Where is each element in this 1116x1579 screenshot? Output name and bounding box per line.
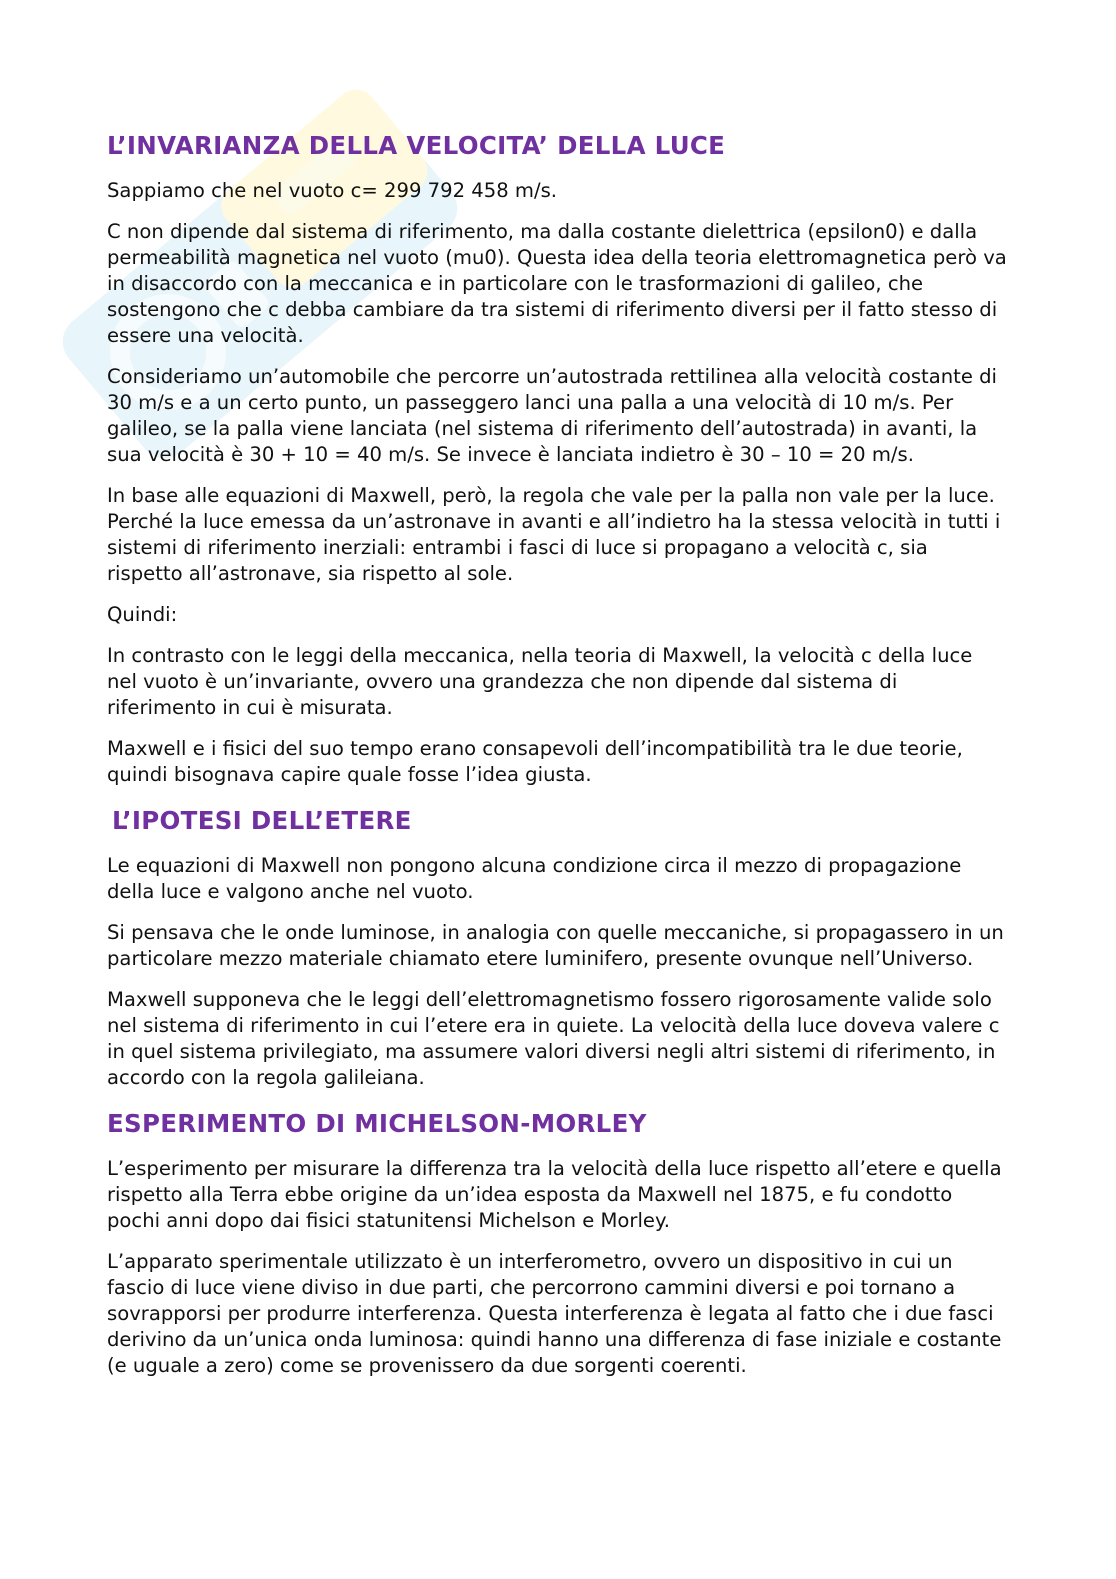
- paragraph: Quindi:: [107, 603, 178, 626]
- section-heading-invarianza: L’INVARIANZA DELLA VELOCITA’ DELLA LUCE: [107, 131, 726, 160]
- paragraph: Si pensava che le onde luminose, in analogia con quelle meccaniche, si propagassero in un particolare mezzo materiale chiamato etere luminifero, presente ovunque nell’Universo.: [107, 921, 1004, 970]
- paragraph: L’esperimento per misurare la differenza tra la velocità della luce rispetto all’etere e quella rispetto alla Terra ebbe origine da un’idea esposta da Maxwell nel 1875, e fu condotto pochi anni dopo dai fisici statunitensi Michelson e Morley.: [107, 1157, 1002, 1232]
- paragraph: In contrasto con le leggi della meccanica, nella teoria di Maxwell, la velocità c della luce nel vuoto è un’invariante, ovvero una grandezza che non dipende dal sistema di riferimento in cui è misurata.: [107, 644, 973, 719]
- paragraph: Consideriamo un’automobile che percorre un’autostrada rettilinea alla velocità costante di 30 m/s e a un certo punto, un passeggero lanci una palla a una velocità di 10 m/s. Per galileo, se la palla viene lanciata (nel sistema di riferimento dell’autostrada) in avanti, la sua velocità è 30 + 10 = 40 m/s. Se invece è lanciata indietro è 30 – 10 = 20 m/s.: [107, 365, 997, 466]
- paragraph: C non dipende dal sistema di riferimento, ma dalla costante dielettrica (epsilon0) e dalla permeabilità magnetica nel vuoto (mu0). Questa idea della teoria elettromagnetica però va in disaccordo con la meccanica e in particolare con le trasformazioni di galileo, che sostengono che c debba cambiare da tra sistemi di riferimento diversi per il fatto stesso di essere una velocità.: [107, 220, 1007, 347]
- paragraph: Maxwell e i fisici del suo tempo erano consapevoli dell’incompatibilità tra le due teorie, quindi bisognava capire quale fosse l’idea giusta.: [107, 737, 963, 786]
- paragraph: L’apparato sperimentale utilizzato è un interferometro, ovvero un dispositivo in cui un fascio di luce viene diviso in due parti, che percorrono cammini diversi e poi tornano a sovrapporsi per produrre interferenza. Questa interferenza è legata al fatto che i due fasci derivino da un’unica onda luminosa: quindi hanno una differenza di fase iniziale e costante (e uguale a zero) come se provenissero da due sorgenti coerenti.: [107, 1250, 1002, 1377]
- paragraph: Sappiamo che nel vuoto c= 299 792 458 m/s.: [107, 179, 558, 202]
- paragraph: In base alle equazioni di Maxwell, però, la regola che vale per la palla non vale per la luce. Perché la luce emessa da un’astronave in avanti e all’indietro ha la stessa velocità in tutti i sistemi di riferimento inerziali: entrambi i fasci di luce si propagano a velocità c, sia rispetto all’astronave, sia rispetto al sole.: [107, 484, 1001, 585]
- document-page: [107, 128, 1007, 1394]
- section-heading-michelson-morley: ESPERIMENTO DI MICHELSON-MORLEY: [107, 1109, 647, 1138]
- paragraph: Maxwell supponeva che le leggi dell’elettromagnetismo fossero rigorosamente valide solo nel sistema di riferimento in cui l’etere era in quiete. La velocità della luce doveva valere c in quel sistema privilegiato, ma assumere valori diversi negli altri sistemi di riferimento, in accordo con la regola galileiana.: [107, 988, 1000, 1089]
- section-heading-etere: L’IPOTESI DELL’ETERE: [112, 806, 412, 835]
- paragraph: Le equazioni di Maxwell non pongono alcuna condizione circa il mezzo di propagazione della luce e valgono anche nel vuoto.: [107, 854, 962, 903]
